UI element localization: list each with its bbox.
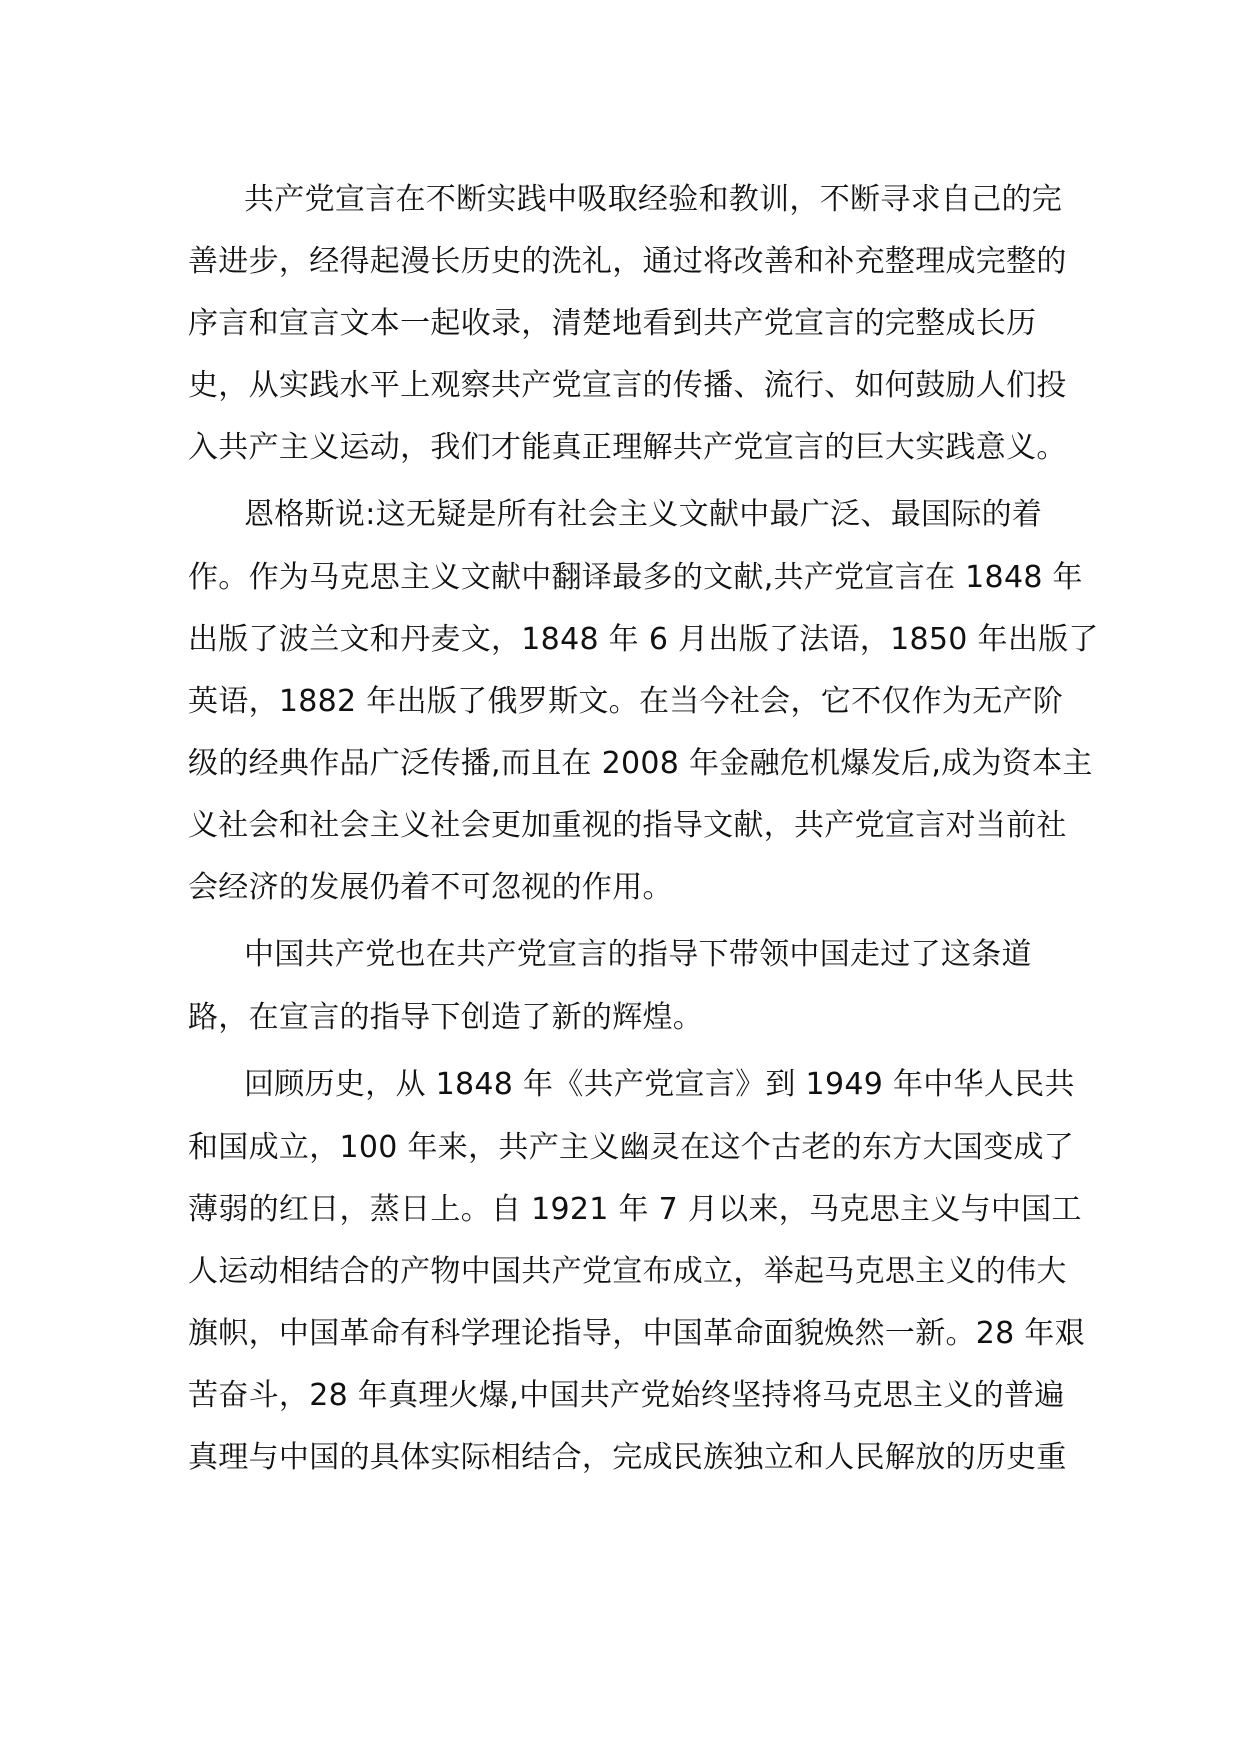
text-line: 回顾历史，从 1848 年《共产党宣言》到 1949 年中华人民共 <box>244 1067 1075 1102</box>
text-line: 会经济的发展仍着不可忽视的作用。 <box>188 870 673 905</box>
text-line: 出版了波兰文和丹麦文，1848 年 6 月出版了法语，1850 年出版了 <box>188 622 1099 657</box>
text-line: 薄弱的红日，蒸日上。自 1921 年 7 月以来，马克思主义与中国工 <box>188 1192 1082 1227</box>
text-line: 恩格斯说:这无疑是所有社会主义文献中最广泛、最国际的着 <box>244 497 1043 532</box>
text-line: 序言和宣言文本一起收录，清楚地看到共产党宣言的完整成长历 <box>188 306 1037 341</box>
text-line: 义社会和社会主义社会更加重视的指导文献，共产党宣言对当前社 <box>188 808 1067 843</box>
text-line: 旗帜，中国革命有科学理论指导，中国革命面貌焕然一新。28 年艰 <box>188 1316 1086 1351</box>
text-line: 中国共产党也在共产党宣言的指导下带领中国走过了这条道 <box>244 937 1032 972</box>
text-line: 人运动相结合的产物中国共产党宣布成立，举起马克思主义的伟大 <box>188 1254 1067 1289</box>
text-line: 真理与中国的具体实际相结合，完成民族独立和人民解放的历史重 <box>188 1440 1067 1475</box>
text-line: 作。作为马克思主义文献中翻译最多的文献,共产党宣言在 1848 年 <box>188 560 1083 595</box>
text-line: 苦奋斗，28 年真理火爆,中国共产党始终坚持将马克思主义的普遍 <box>188 1378 1065 1413</box>
text-line: 善进步，经得起漫长历史的洗礼，通过将改善和补充整理成完整的 <box>188 244 1067 279</box>
text-line: 和国成立，100 年来，共产主义幽灵在这个古老的东方大国变成了 <box>188 1130 1075 1165</box>
text-line: 史，从实践水平上观察共产党宣言的传播、流行、如何鼓励人们投 <box>188 368 1067 403</box>
text-line: 级的经典作品广泛传播,而且在 2008 年金融危机爆发后,成为资本主 <box>188 746 1093 781</box>
text-line: 路，在宣言的指导下创造了新的辉煌。 <box>188 1000 704 1035</box>
text-line: 英语，1882 年出版了俄罗斯文。在当今社会，它不仅作为无产阶 <box>188 684 1064 719</box>
text-line: 入共产主义运动，我们才能真正理解共产党宣言的巨大实践意义。 <box>188 430 1067 465</box>
text-line: 共产党宣言在不断实践中吸取经验和教训，不断寻求自己的完 <box>244 182 1063 217</box>
